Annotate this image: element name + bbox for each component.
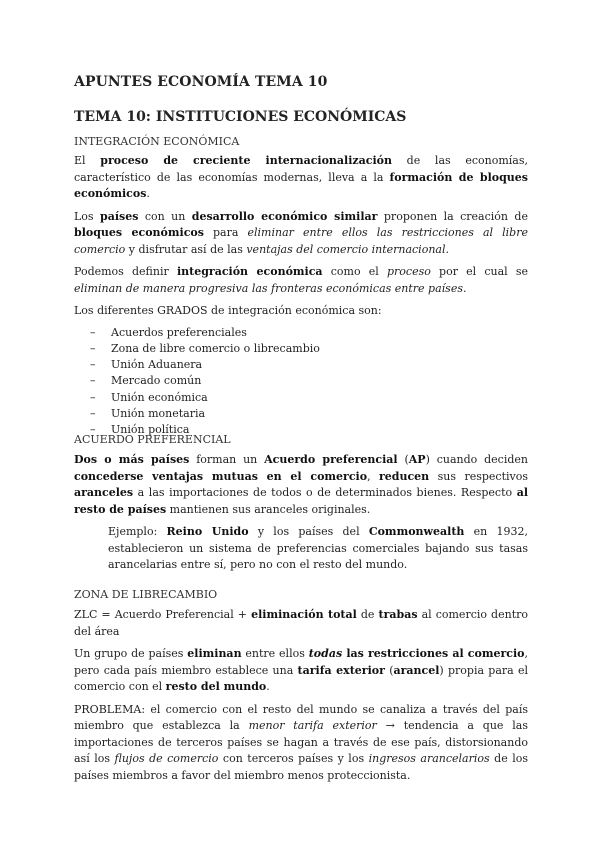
italic-text: ingresos arancelarios	[368, 752, 490, 765]
text: y los países del	[248, 525, 369, 538]
italic-text: proceso	[386, 265, 431, 278]
list-item-text: Unión política	[111, 423, 190, 437]
bold-text: Reino Unido	[166, 525, 249, 538]
section-heading: ACUERDO PREFERENCIAL	[74, 433, 231, 446]
text: .	[266, 680, 270, 693]
text: ZLC = Acuerdo Preferencial +	[74, 608, 252, 621]
text: y disfrutar así de las	[125, 242, 247, 256]
text: como el	[322, 265, 387, 278]
text: para	[203, 226, 248, 239]
paragraph	[74, 153, 528, 203]
paragraph: Los diferentes GRADOS de integración económica son:	[74, 304, 382, 317]
list-item	[74, 373, 528, 389]
dash-bullet: –	[90, 358, 96, 372]
bold-text: eliminación total	[251, 608, 357, 621]
bold-text: AP	[408, 453, 426, 466]
text: con terceros países y los	[218, 752, 369, 765]
section-acuerdo-preferencial	[74, 433, 528, 574]
section-heading: ZONA DE LIBRECAMBIO	[74, 588, 218, 601]
grades-list	[74, 325, 528, 439]
text: entre ellos	[241, 647, 309, 660]
dash-bullet: –	[90, 390, 96, 404]
example-paragraph	[74, 524, 528, 574]
text: .	[445, 242, 449, 256]
list-item	[74, 325, 528, 341]
bold-text: Commonwealth	[368, 525, 465, 538]
text: a las importaciones de todos o de determinados bienes. Respecto	[133, 486, 517, 499]
text: en 1932, establecieron un sistema de preferencias comerciales bajando sus tasas arancelarias entre sí, pero no con el resto del mundo.	[108, 525, 529, 571]
bold-text: proceso de creciente internacionalización	[100, 154, 392, 167]
list-item	[74, 341, 528, 357]
italic-text: flujos de comercio	[114, 752, 219, 765]
bold-text: Acuerdo preferencial	[264, 453, 398, 466]
paragraph	[74, 607, 528, 640]
italic-text: menor tarifa exterior	[248, 719, 377, 732]
text: de	[356, 608, 379, 621]
text: de los países miembros a favor del miembro menos proteccionista.	[74, 752, 528, 782]
dash-bullet: –	[90, 374, 96, 388]
text: por el cual se	[430, 265, 529, 278]
text: de las economías, característico de las economías modernas, lleva a la	[74, 154, 528, 184]
text: ,	[367, 469, 379, 483]
list-item-text: Acuerdos preferenciales	[111, 325, 247, 339]
bold-text: integración económica	[176, 265, 323, 278]
text: tendencia a que las importaciones de terceros países se hagan a través de ese país, distorsionando así los	[74, 719, 528, 765]
chapter-title: TEMA 10: INSTITUCIONES ECONÓMICAS	[74, 109, 407, 125]
document-title: APUNTES ECONOMÍA TEMA 10	[74, 74, 328, 90]
list-item	[74, 357, 528, 373]
bold-text: al resto de países	[74, 486, 528, 516]
section-heading: INTEGRACIÓN ECONÓMICA	[74, 135, 240, 148]
text: Podemos definir	[74, 265, 177, 278]
italic-text: eliminar entre ellos las restricciones al libre comercio	[74, 226, 528, 256]
bold-text: bloques económicos	[74, 226, 204, 239]
text: , pero cada país miembro establece una	[74, 647, 528, 677]
list-item-text: Unión económica	[111, 390, 208, 404]
dash-bullet: –	[90, 423, 96, 437]
section-integracion	[74, 135, 528, 439]
text: (	[397, 453, 409, 466]
list-item-text: Mercado común	[111, 374, 202, 388]
bold-text: reducen	[379, 469, 430, 483]
text: mantienen sus aranceles originales.	[166, 502, 371, 516]
text: El	[74, 154, 101, 167]
dash-bullet: –	[90, 325, 96, 339]
bold-italic-text: todas	[308, 647, 343, 660]
paragraph	[74, 702, 528, 785]
text: Un grupo de países	[74, 647, 188, 660]
italic-text: eliminan de manera progresiva las fronteras económicas entre países	[74, 281, 463, 295]
right-arrow-icon: →	[376, 719, 404, 732]
text: PROBLEMA: el comercio con el resto del mundo se canaliza a través del país miembro que establezca la	[74, 702, 528, 732]
text: ) cuando deciden	[425, 453, 528, 466]
italic-text: ventajas del comercio internacional	[246, 242, 446, 256]
text: sus respectivos	[429, 469, 528, 483]
dash-bullet: –	[90, 341, 96, 355]
bold-text: resto del mundo	[165, 680, 267, 693]
text: .	[146, 187, 150, 200]
text: .	[462, 281, 467, 295]
text: forman un	[189, 453, 265, 466]
bold-text: trabas	[378, 608, 418, 621]
list-item-text: Unión monetaria	[111, 406, 206, 420]
bold-text: concederse ventajas mutuas en el comercio	[74, 469, 368, 483]
text: (	[384, 663, 394, 677]
bold-text: arancel	[393, 663, 440, 677]
bold-text: eliminan	[187, 647, 242, 660]
list-item	[74, 406, 528, 422]
list-item	[74, 390, 528, 406]
paragraph	[74, 646, 528, 696]
bold-text: aranceles	[74, 486, 134, 499]
text: con un	[138, 209, 192, 223]
text: Ejemplo:	[108, 525, 167, 538]
paragraph	[74, 209, 528, 259]
paragraph	[74, 264, 528, 297]
bold-text: Dos o más países	[74, 453, 190, 466]
list-item-text: Zona de libre comercio o librecambio	[111, 341, 320, 355]
bold-text: tarifa exterior	[297, 663, 385, 677]
bold-text: formación de bloques económicos	[74, 170, 529, 200]
paragraph	[74, 452, 528, 518]
list-item-text: Unión Aduanera	[111, 358, 203, 372]
bold-text: las restricciones al comercio	[342, 647, 525, 660]
bold-text: desarrollo económico similar	[191, 209, 378, 223]
text: al comercio dentro del área	[74, 608, 528, 638]
section-zona-librecambio	[74, 588, 528, 784]
text: proponen la creación de	[377, 209, 528, 223]
dash-bullet: –	[90, 406, 96, 420]
text: ) propia para el comercio con el	[74, 663, 528, 693]
text: Los	[74, 209, 101, 223]
bold-text: países	[100, 209, 139, 223]
